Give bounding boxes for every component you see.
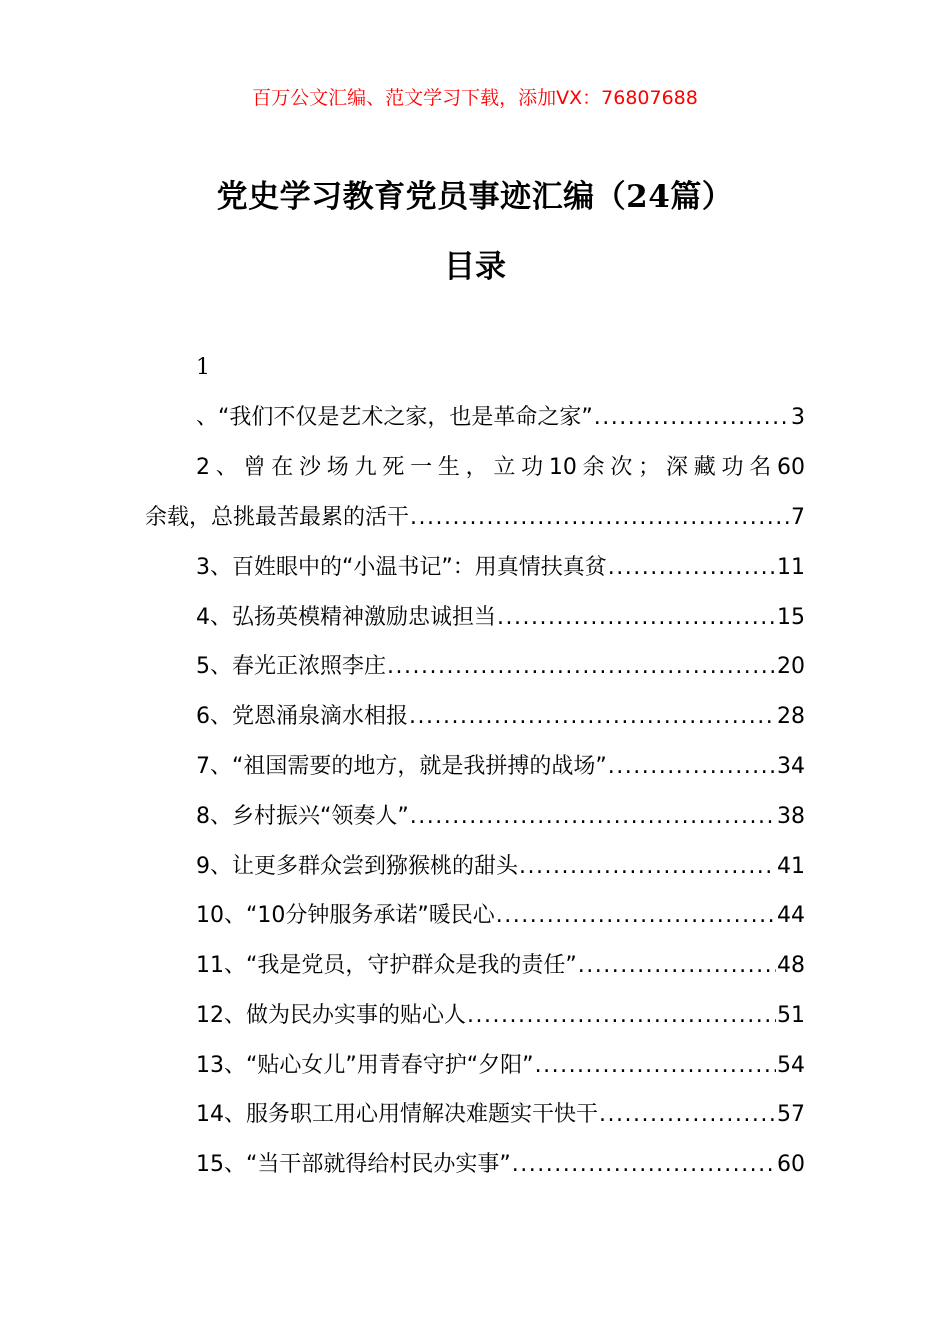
toc-leader-dots — [409, 699, 776, 735]
title-count: 24 — [626, 179, 671, 215]
toc-entry-page: 48 — [777, 953, 805, 978]
toc-entry-label: 12、做为民办实事的贴心人 — [196, 1003, 466, 1028]
toc-entry-page: 51 — [777, 1003, 805, 1028]
toc-entry-page: 3 — [791, 405, 805, 430]
toc-entry-page: 20 — [777, 654, 805, 679]
toc-entry-14[interactable] — [196, 1097, 805, 1133]
toc-entry-9[interactable] — [196, 849, 805, 885]
toc-leader-dots — [519, 849, 776, 885]
toc-leader-dots — [496, 898, 776, 934]
toc-leader-dots — [512, 1147, 776, 1183]
toc-leader-dots — [535, 1048, 776, 1084]
toc-entry-13[interactable] — [196, 1048, 805, 1084]
toc-entry-label: 6、党恩涌泉滴水相报 — [196, 704, 408, 729]
toc-entry-page: 11 — [777, 555, 805, 580]
toc-entry-label: 11、“我是党员，守护群众是我的责任” — [196, 953, 577, 978]
toc-leader-dots — [599, 1097, 776, 1133]
title-prefix: 党史学习教育党员事迹汇编（ — [216, 179, 627, 215]
toc-entry-page: 41 — [777, 854, 805, 879]
toc-entry-label: 、“我们不仅是艺术之家，也是革命之家” — [196, 405, 593, 430]
toc-entry-label: 余载，总挑最苦最累的活干 — [145, 505, 410, 530]
toc-leader-dots — [497, 600, 776, 636]
toc-entry-label: 5、春光正浓照李庄 — [196, 654, 386, 679]
toc-leader-dots — [387, 649, 776, 685]
toc-entry-page: 15 — [777, 605, 805, 630]
toc-entry-label: 7、“祖国需要的地方，就是我拼搏的战场” — [196, 754, 607, 779]
toc-leader-dots — [594, 400, 790, 436]
toc-entry-page: 57 — [777, 1102, 805, 1127]
toc-leader-dots — [410, 500, 790, 536]
toc-entry-2-line-1[interactable]: 2、曾在沙场九死一生，立功10余次；深藏功名60 — [196, 455, 805, 480]
toc-entry-5[interactable] — [196, 649, 805, 685]
toc-entry-label: 4、弘扬英模精神激励忠诚担当 — [196, 605, 496, 630]
toc-entry-page: 54 — [777, 1053, 805, 1078]
toc-entry-12[interactable] — [196, 998, 805, 1034]
toc-entry-10[interactable] — [196, 898, 805, 934]
toc-entry-page: 28 — [777, 704, 805, 729]
toc-entry-11[interactable] — [196, 948, 805, 984]
toc-entry-8[interactable] — [196, 799, 805, 835]
toc-entry-1[interactable] — [196, 400, 805, 436]
toc-leader-dots — [467, 998, 776, 1034]
toc-entry-page: 34 — [777, 754, 805, 779]
toc-entry-page: 44 — [777, 903, 805, 928]
title-suffix: 篇） — [670, 179, 734, 215]
toc-entry-label: 10、“10分钟服务承诺”暖民心 — [196, 903, 495, 928]
toc-entry-4[interactable] — [196, 600, 805, 636]
toc-entry-label: 14、服务职工用心用情解决难题实干快干 — [196, 1102, 598, 1127]
toc-entry-label: 3、百姓眼中的“小温书记”：用真情扶真贫 — [196, 555, 607, 580]
toc-entry-6[interactable] — [196, 699, 805, 735]
toc-entry-label: 9、让更多群众尝到猕猴桃的甜头 — [196, 854, 518, 879]
toc-entry-2-line-2[interactable] — [145, 500, 805, 536]
toc-entry-7[interactable] — [196, 749, 805, 785]
toc-entry-label: 13、“贴心女儿”用青春守护“夕阳” — [196, 1053, 534, 1078]
watermark-header: 百万公文汇编、范文学习下载，添加VX：76807688 — [252, 87, 698, 109]
toc-leader-dots — [578, 948, 776, 984]
toc-entry-page: 38 — [777, 804, 805, 829]
toc-entry-label: 8、乡村振兴“领奏人” — [196, 804, 409, 829]
toc-leader-dots — [608, 550, 776, 586]
toc-entry-page: 60 — [777, 1152, 805, 1177]
toc-entry-15[interactable] — [196, 1147, 805, 1183]
toc-entry-page: 7 — [791, 505, 805, 530]
toc-first-number: 1 — [196, 355, 210, 380]
toc-entry-label: 15、“当干部就得给村民办实事” — [196, 1152, 511, 1177]
toc-leader-dots — [608, 749, 776, 785]
toc-heading: 目录 — [444, 249, 506, 285]
document-title — [0, 175, 950, 219]
toc-leader-dots — [410, 799, 776, 835]
toc-entry-3[interactable] — [196, 550, 805, 586]
